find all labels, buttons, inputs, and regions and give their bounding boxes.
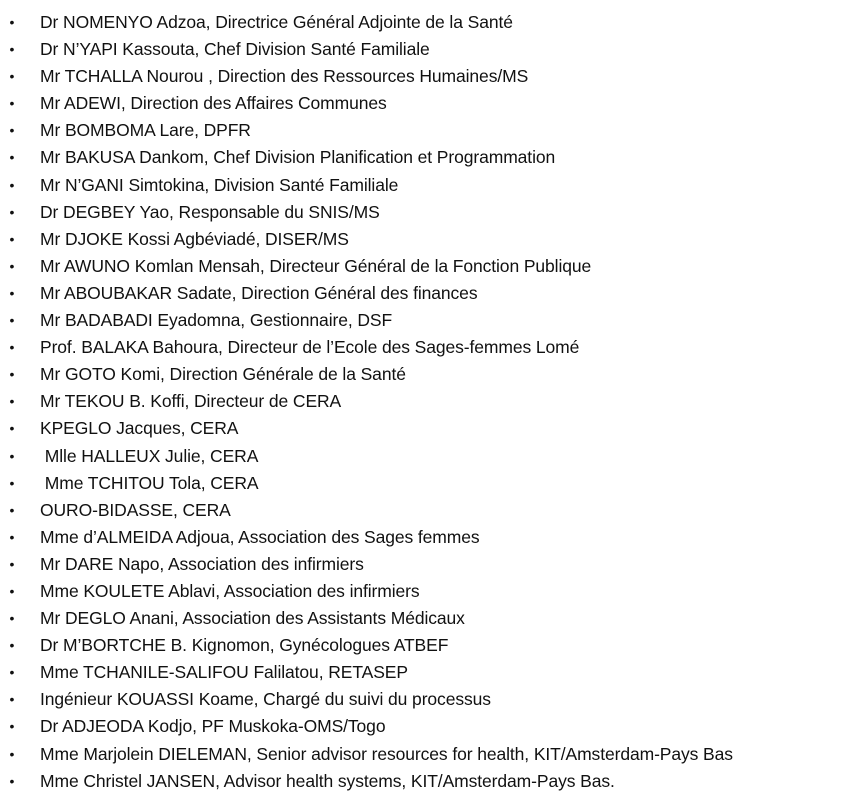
participant-entry: Mlle HALLEUX Julie, CERA xyxy=(40,445,259,466)
bullet-icon: • xyxy=(9,691,15,708)
list-item xyxy=(0,388,850,415)
participant-entry: Mme d’ALMEIDA Adjoua, Association des Sages femmes xyxy=(40,526,480,547)
list-item xyxy=(0,470,850,497)
list-item xyxy=(0,497,850,524)
list-item xyxy=(0,36,850,63)
list-item xyxy=(0,659,850,686)
list-item xyxy=(0,307,850,334)
bullet-icon: • xyxy=(9,366,15,383)
bullet-icon: • xyxy=(9,68,15,85)
participant-entry: Mme Marjolein DIELEMAN, Senior advisor resources for health, KIT/Amsterdam-Pays Bas xyxy=(40,743,733,764)
participant-entry: Mr TCHALLA Nourou , Direction des Ressources Humaines/MS xyxy=(40,66,529,87)
list-item xyxy=(0,280,850,307)
list-item xyxy=(0,63,850,90)
list-item xyxy=(0,199,850,226)
participant-entry: Mme TCHANILE-SALIFOU Falilatou, RETASEP xyxy=(40,662,408,683)
participant-entry: Dr NOMENYO Adzoa, Directrice Général Adjointe de la Santé xyxy=(40,12,513,32)
participant-entry: Mr ABOUBAKAR Sadate, Direction Général des finances xyxy=(40,282,478,303)
list-item xyxy=(0,172,850,199)
list-item xyxy=(0,144,850,171)
list-item xyxy=(0,226,850,253)
list-item xyxy=(0,713,850,740)
bullet-icon: • xyxy=(9,637,15,654)
participant-entry: Dr DEGBEY Yao, Responsable du SNIS/MS xyxy=(40,201,380,222)
participant-entry: Mme Christel JANSEN, Advisor health systems, KIT/Amsterdam-Pays Bas. xyxy=(40,770,615,791)
list-item xyxy=(0,361,850,388)
list-item xyxy=(0,9,850,36)
participant-entry: Ingénieur KOUASSI Koame, Chargé du suivi du processus xyxy=(40,689,491,710)
participant-entry: Mme TCHITOU Tola, CERA xyxy=(40,472,259,493)
participant-entry: Mr AWUNO Komlan Mensah, Directeur Général de la Fonction Publique xyxy=(40,255,592,276)
bullet-icon: • xyxy=(9,528,15,545)
participant-entry: OURO-BIDASSE, CERA xyxy=(40,499,231,520)
participant-entry: Mr GOTO Komi, Direction Générale de la Santé xyxy=(40,364,406,385)
bullet-icon: • xyxy=(9,230,15,247)
bullet-icon: • xyxy=(9,203,15,220)
participant-entry: Dr M’BORTCHE B. Kignomon, Gynécologues ATBEF xyxy=(40,635,449,656)
bullet-icon: • xyxy=(9,122,15,139)
participant-entry: Dr N’YAPI Kassouta, Chef Division Santé Familiale xyxy=(40,39,430,60)
participant-entry: Mr DARE Napo, Association des infirmiers xyxy=(40,553,364,574)
participant-entry: Mr BADABADI Eyadomna, Gestionnaire, DSF xyxy=(40,310,393,331)
list-item xyxy=(0,578,850,605)
list-item xyxy=(0,605,850,632)
participant-entry: Mr N’GANI Simtokina, Division Santé Familiale xyxy=(40,174,399,195)
bullet-icon: • xyxy=(9,420,15,437)
bullet-icon: • xyxy=(9,555,15,572)
list-item xyxy=(0,768,850,795)
bullet-icon: • xyxy=(9,745,15,762)
participant-entry: Mr TEKOU B. Koffi, Directeur de CERA xyxy=(40,391,342,412)
bullet-icon: • xyxy=(9,474,15,491)
participant-entry: Mr DJOKE Kossi Agbéviadé, DISER/MS xyxy=(40,228,349,249)
bullet-icon: • xyxy=(9,393,15,410)
list-item xyxy=(0,90,850,117)
list-item xyxy=(0,686,850,713)
list-item xyxy=(0,632,850,659)
list-item xyxy=(0,117,850,144)
bullet-icon: • xyxy=(9,447,15,464)
participant-list xyxy=(0,9,850,795)
participant-entry: Dr ADJEODA Kodjo, PF Muskoka-OMS/Togo xyxy=(40,716,386,737)
bullet-icon: • xyxy=(9,582,15,599)
participant-entry: Mr BAKUSA Dankom, Chef Division Planification et Programmation xyxy=(40,147,556,168)
bullet-icon: • xyxy=(9,257,15,274)
bullet-icon: • xyxy=(9,14,15,30)
bullet-icon: • xyxy=(9,41,15,58)
participant-entry: Mme KOULETE Ablavi, Association des infirmiers xyxy=(40,580,420,601)
bullet-icon: • xyxy=(9,772,15,789)
bullet-icon: • xyxy=(9,312,15,329)
bullet-icon: • xyxy=(9,95,15,112)
list-item xyxy=(0,741,850,768)
bullet-icon: • xyxy=(9,176,15,193)
list-item xyxy=(0,524,850,551)
list-item xyxy=(0,443,850,470)
participant-entry: Mr BOMBOMA Lare, DPFR xyxy=(40,120,251,141)
bullet-icon: • xyxy=(9,664,15,681)
list-item xyxy=(0,551,850,578)
bullet-icon: • xyxy=(9,339,15,356)
bullet-icon: • xyxy=(9,149,15,166)
list-item xyxy=(0,334,850,361)
list-item xyxy=(0,253,850,280)
participant-entry: Prof. BALAKA Bahoura, Directeur de l’Ecole des Sages-femmes Lomé xyxy=(40,337,580,358)
bullet-icon: • xyxy=(9,501,15,518)
participant-entry: Mr ADEWI, Direction des Affaires Communes xyxy=(40,93,387,114)
bullet-icon: • xyxy=(9,284,15,301)
participant-entry: KPEGLO Jacques, CERA xyxy=(40,418,239,439)
participant-entry: Mr DEGLO Anani, Association des Assistants Médicaux xyxy=(40,608,465,629)
bullet-icon: • xyxy=(9,610,15,627)
bullet-icon: • xyxy=(9,718,15,735)
list-item xyxy=(0,415,850,442)
